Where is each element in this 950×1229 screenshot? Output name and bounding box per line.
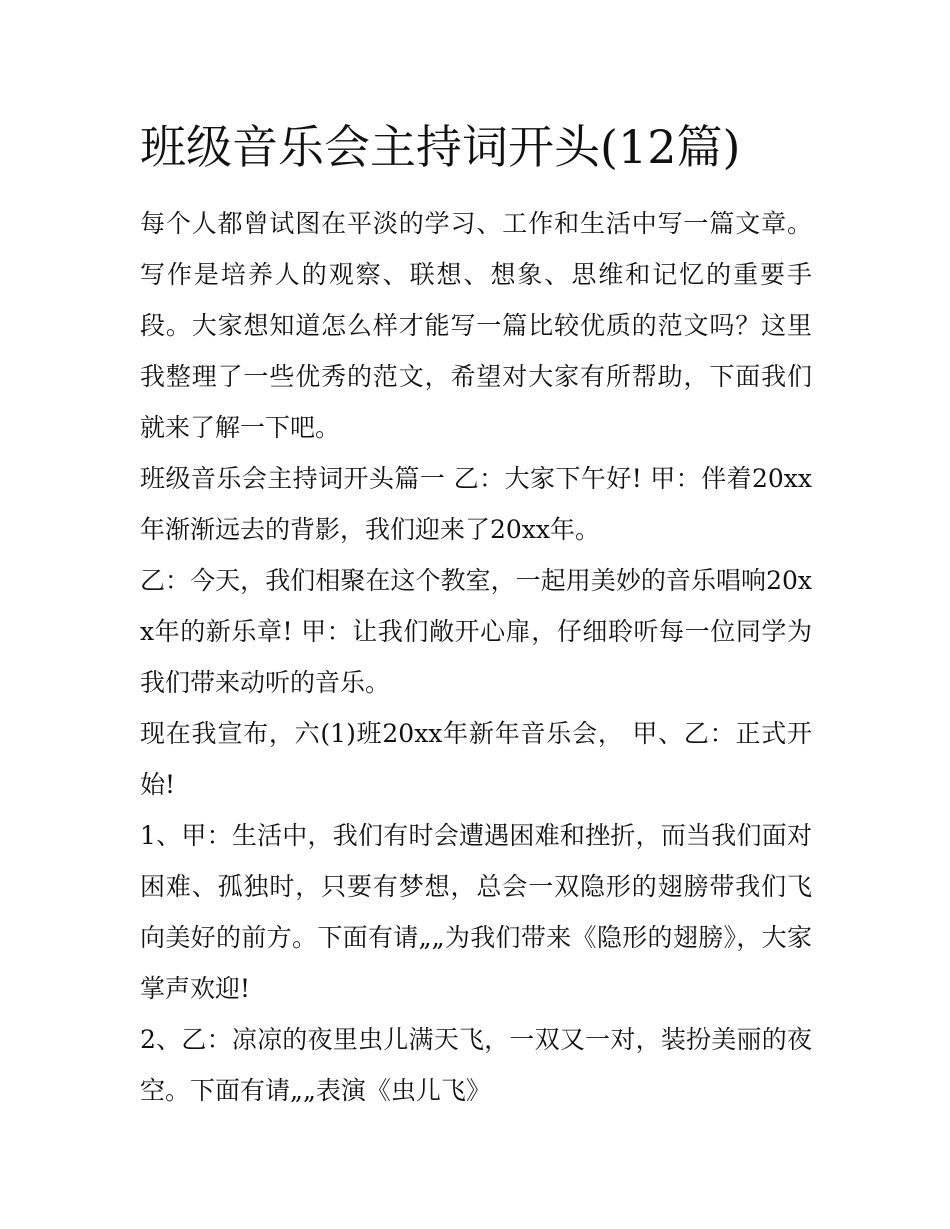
paragraph-announcement: 现在我宣布，六(1)班20xx年新年音乐会， 甲、乙：正式开始!	[140, 719, 812, 799]
paragraph-item-1: 1、甲：生活中，我们有时会遭遇困难和挫折，而当我们面对困难、孤独时，只要有梦想，总会一双隐形的翅膀带我们飞向美好的前方。下面有请„„为我们带来《隐形的翅膀》，大家掌声欢迎!	[140, 821, 812, 1003]
paragraph-intro: 每个人都曾试图在平淡的学习、工作和生活中写一篇文章。写作是培养人的观察、联想、想象、思维和记忆的重要手段。大家想知道怎么样才能写一篇比较优质的范文吗？这里我整理了一些优秀的范文，希望对大家有所帮助，下面我们就来了解一下吧。	[140, 209, 812, 442]
paragraph-host-today: 乙：今天，我们相聚在这个教室，一起用美妙的音乐唱响20xx年的新乐章! 甲：让我们敞开心扉，仔细聆听每一位同学为我们带来动听的音乐。	[140, 566, 812, 697]
paragraph-item-2: 2、乙：凉凉的夜里虫儿满天飞，一双又一对，装扮美丽的夜空。下面有请„„表演《虫儿飞》	[140, 1025, 812, 1105]
paragraph-host-opening: 班级音乐会主持词开头篇一 乙：大家下午好! 甲：伴着20xx年渐渐远去的背影，我们迎来了20xx年。	[140, 464, 812, 544]
document-title: 班级音乐会主持词开头(12篇)	[140, 120, 741, 174]
document-body	[140, 198, 812, 1116]
